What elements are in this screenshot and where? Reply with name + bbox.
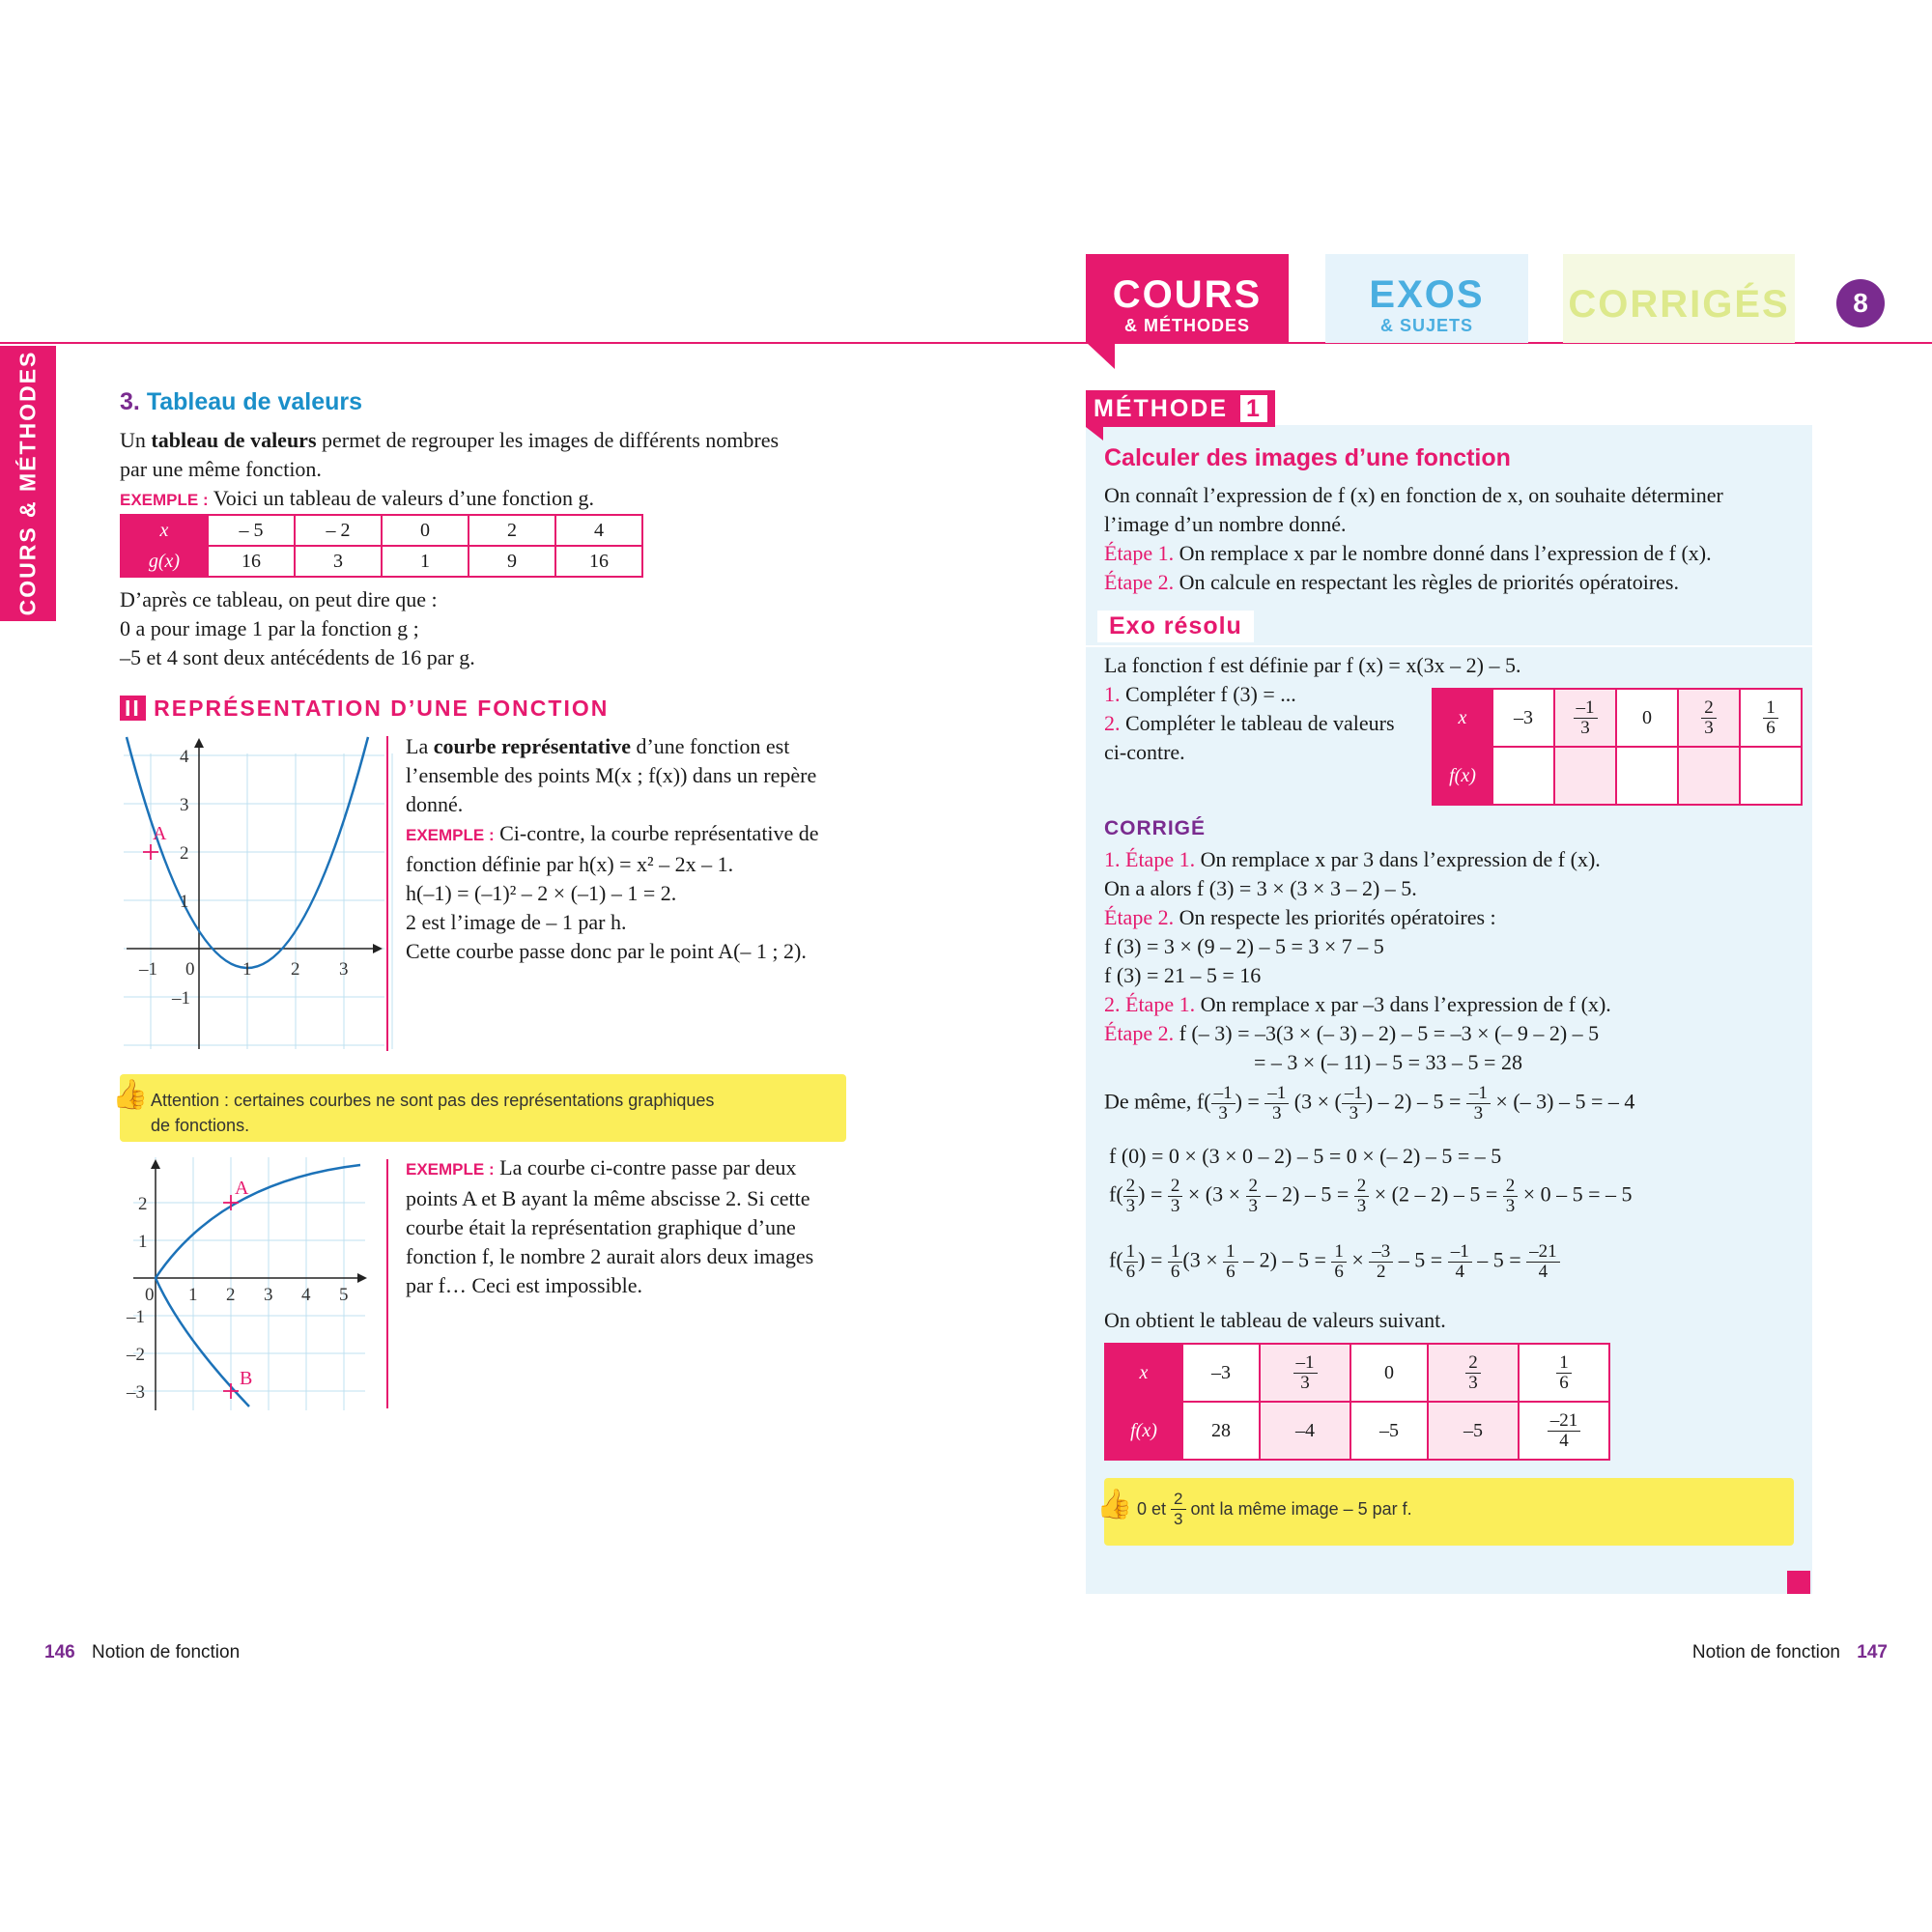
graph1-y-tick: 4 xyxy=(180,747,189,767)
table-r-cell: $\frac{-21}{4}$ xyxy=(1519,1402,1609,1460)
graph2-y-tick: –3 xyxy=(127,1382,145,1403)
intro-text-b: permet de regrouper les images de différents nombres xyxy=(316,428,780,452)
table-q-empty-cell xyxy=(1616,747,1678,805)
method-line: l’image d’un nombre donné. xyxy=(1104,512,1347,536)
method-description xyxy=(1104,481,1800,597)
conclusion-line: D’après ce tableau, on peut dire que : xyxy=(120,587,438,611)
methode-number: 1 xyxy=(1240,395,1267,422)
methode-badge-tail xyxy=(1086,427,1103,442)
table-r-x-head: x xyxy=(1105,1344,1182,1402)
table-g-cell: – 5 xyxy=(208,515,295,546)
section3-number: 3. xyxy=(120,388,140,415)
equation-f-zero: f (0) = 0 × (3 × 0 – 2) – 5 = 0 × (– 2) – 5 = – 5 xyxy=(1109,1144,1502,1168)
method-title: Calculer des images d’une fonction xyxy=(1104,444,1511,471)
table-g-cell: 2 xyxy=(469,515,555,546)
curve-definition xyxy=(406,732,846,966)
example3-label: EXEMPLE : xyxy=(406,1160,495,1179)
step2-label: Étape 2. xyxy=(1104,570,1175,594)
graph-parabola xyxy=(124,734,396,1053)
table-r-cell: –5 xyxy=(1428,1402,1519,1460)
corrige-line: On a alors f (3) = 3 × (3 × 3 – 2) – 5. xyxy=(1104,876,1417,900)
graph1-divider xyxy=(386,736,388,1051)
part2-heading xyxy=(120,696,609,722)
tab-cours-pointer xyxy=(1086,342,1115,371)
table-q-cell: 0 xyxy=(1616,689,1678,747)
side-tab xyxy=(0,346,56,621)
table-r-cell: $\frac{1}{6}$ xyxy=(1519,1344,1609,1402)
example2-line: fonction définie par h(x) = x² – 2x – 1. xyxy=(406,852,734,876)
equation-f-minus-third: De même, f( $\frac{-1}{3}$ ) = $\frac{-1}{3}$ (3 × ( $\frac{-1}{3}$ ) – 2) – 5 = $\frac{-1}{3}$ × (– 3) – 5 = – 4 xyxy=(1104,1083,1635,1123)
equation-f-sixth: f( $\frac{1}{6}$ ) = $\frac{1}{6}$ (3 × $\frac{1}{6}$ – 2) – 5 = $\frac{1}{6}$ × $\frac{-3}{2}$ – 5 = $\frac{-1}{4}$ – 5 = $\frac{-21}{4}$ xyxy=(1109,1242,1560,1282)
attention-note xyxy=(112,1074,846,1142)
example3-line: La courbe ci-contre passe par deux xyxy=(494,1155,797,1179)
end-marker xyxy=(1787,1571,1810,1594)
corrige-step-label: Étape 2. xyxy=(1104,1021,1175,1045)
intro-text-a: Un xyxy=(120,428,152,452)
graph2-y-tick: –2 xyxy=(127,1345,145,1365)
example3-line: fonction f, le nombre 2 aurait alors deux images xyxy=(406,1244,814,1268)
table-g-cell: 0 xyxy=(382,515,469,546)
exo-statement xyxy=(1104,651,1521,767)
part2-number: II xyxy=(120,696,146,721)
graph2-divider xyxy=(386,1159,388,1408)
attention-line: Attention : certaines courbes ne sont pas des représentations graphiques xyxy=(151,1091,715,1110)
table-g-gx-head: g(x) xyxy=(121,546,208,577)
attention-line: de fonctions. xyxy=(151,1116,250,1135)
note-text: ont la même image – 5 par f. xyxy=(1190,1499,1412,1519)
table-g xyxy=(120,514,643,578)
tab-corriges[interactable] xyxy=(1563,254,1795,343)
graph2-x-tick: 4 xyxy=(301,1285,311,1305)
corrige-line: f (– 3) = –3(3 × (– 3) – 2) – 5 = –3 × (– 9 – 2) – 5 xyxy=(1174,1021,1600,1045)
methode-label: MÉTHODE xyxy=(1094,395,1228,422)
corrige-step-label: 2. Étape 1. xyxy=(1104,992,1196,1016)
result-intro: On obtient le tableau de valeurs suivant. xyxy=(1104,1308,1446,1332)
table-g-cell: 9 xyxy=(469,546,555,577)
footer-left xyxy=(44,1642,240,1663)
table-g-cell: 3 xyxy=(295,546,382,577)
thumbs-up-icon: 👍 xyxy=(1096,1489,1133,1520)
corrige-line: On remplace x par –3 dans l’expression de f (x). xyxy=(1195,992,1611,1016)
tab-exos-sub: & SUJETS xyxy=(1379,316,1474,335)
point-a-label: A xyxy=(235,1178,249,1199)
question-text: ci-contre. xyxy=(1104,740,1185,764)
tab-exos[interactable] xyxy=(1325,254,1528,343)
tab-corriges-label: CORRIGÉS xyxy=(1568,283,1790,326)
question-text: Compléter le tableau de valeurs xyxy=(1120,711,1395,735)
example3-line: courbe était la représentation graphique d’une xyxy=(406,1215,796,1239)
table-question xyxy=(1432,688,1803,806)
table-r-fx-head: f(x) xyxy=(1105,1402,1182,1460)
graph2-x-tick: 3 xyxy=(264,1285,273,1305)
table-g-x-head: x xyxy=(121,515,208,546)
footer-title: Notion de fonction xyxy=(1691,1642,1841,1662)
question-number: 1. xyxy=(1104,682,1121,706)
table-q-cell: $\frac{2}{3}$ xyxy=(1678,689,1740,747)
table-q-empty-cell xyxy=(1678,747,1740,805)
point-a-label: A xyxy=(153,823,167,844)
curve-line: donné. xyxy=(406,792,464,816)
table-q-cell: –3 xyxy=(1492,689,1554,747)
example3-line: points A et B ayant la même abscisse 2. Si cette xyxy=(406,1186,810,1210)
step2-text: On calcule en respectant les règles de priorités opératoires. xyxy=(1174,570,1679,594)
point-b-label: B xyxy=(240,1368,253,1389)
graph1-x-tick: 1 xyxy=(242,959,252,980)
graph1-y-tick: 1 xyxy=(180,892,189,912)
graph1-y-tick: 3 xyxy=(180,795,189,815)
note-fraction-den: 3 xyxy=(1174,1510,1183,1528)
table-g-cell: – 2 xyxy=(295,515,382,546)
section3-title: Tableau de valeurs xyxy=(146,388,363,415)
corrige-step-label: 1. Étape 1. xyxy=(1104,847,1196,871)
example-label: EXEMPLE : xyxy=(120,491,209,509)
side-tab-label: COURS & MÉTHODES xyxy=(14,350,41,616)
exo-title: Exo résolu xyxy=(1097,611,1254,642)
graph1-y-tick: 2 xyxy=(180,843,189,864)
curve-text-a: La xyxy=(406,734,434,758)
tab-exos-label: EXOS xyxy=(1369,273,1485,316)
note-text: 0 et xyxy=(1137,1499,1167,1519)
table-q-cell: $\frac{1}{6}$ xyxy=(1740,689,1802,747)
corrige-steps xyxy=(1104,845,1809,1077)
part2-title: REPRÉSENTATION D’UNE FONCTION xyxy=(154,696,610,721)
graph2-x-tick: 1 xyxy=(188,1285,198,1305)
question-number: 2. xyxy=(1104,711,1121,735)
table-r-cell: $\frac{-1}{3}$ xyxy=(1260,1344,1350,1402)
example2-line: h(–1) = (–1)² – 2 × (–1) – 1 = 2. xyxy=(406,881,677,905)
example2-line: Cette courbe passe donc par le point A(– 1 ; 2). xyxy=(406,939,807,963)
example2-label: EXEMPLE : xyxy=(406,826,495,844)
table-r-cell: –3 xyxy=(1182,1344,1260,1402)
exo-intro: La fonction f est définie par f (x) = x(3x – 2) – 5. xyxy=(1104,653,1521,677)
table-conclusion xyxy=(120,585,475,672)
graph2-y-tick: –1 xyxy=(127,1307,145,1327)
table-g-cell: 16 xyxy=(555,546,642,577)
example2-line: 2 est l’image de – 1 par h. xyxy=(406,910,627,934)
exo-divider xyxy=(1086,645,1812,647)
intro-text-c: par une même fonction. xyxy=(120,457,322,481)
graph2-x-tick: 2 xyxy=(226,1285,236,1305)
graph1-x-tick: 2 xyxy=(291,959,300,980)
table-result xyxy=(1104,1343,1610,1461)
corrige-line: f (3) = 3 × (9 – 2) – 5 = 3 × 7 – 5 xyxy=(1104,934,1384,958)
curve-line: l’ensemble des points M(x ; f(x)) dans un repère xyxy=(406,763,817,787)
equation-f-two-thirds: f( $\frac{2}{3}$ ) = $\frac{2}{3}$ × (3 × $\frac{2}{3}$ – 2) – 5 = $\frac{2}{3}$ × (2 – 2) – 5 = $\frac{2}{3}$ × 0 – 5 = – 5 xyxy=(1109,1176,1633,1216)
chapter-number-badge: 8 xyxy=(1836,279,1885,327)
section3-heading xyxy=(120,388,362,416)
table-g-cell: 4 xyxy=(555,515,642,546)
graph1-x-tick: –1 xyxy=(139,959,157,980)
conclusion-line: –5 et 4 sont deux antécédents de 16 par g. xyxy=(120,645,475,669)
table-q-empty-cell xyxy=(1554,747,1616,805)
table-q-x-head: x xyxy=(1433,689,1492,747)
corrige-line: f (3) = 21 – 5 = 16 xyxy=(1104,963,1262,987)
note-fraction-num: 2 xyxy=(1171,1490,1185,1510)
table-q-fx-head: f(x) xyxy=(1433,747,1492,805)
table-r-cell: –4 xyxy=(1260,1402,1350,1460)
thumbs-up-icon: 👍 xyxy=(112,1079,149,1111)
page-number: 146 xyxy=(44,1642,75,1662)
tab-cours[interactable] xyxy=(1086,254,1289,343)
graph2-x-tick: 5 xyxy=(339,1285,349,1305)
method-line: On connaît l’expression de f (x) en fonction de x, on souhaite déterminer xyxy=(1104,483,1723,507)
table-r-cell: 28 xyxy=(1182,1402,1260,1460)
example2-line: Ci-contre, la courbe représentative de xyxy=(494,821,819,845)
graph1-y-tick: –1 xyxy=(172,988,190,1009)
table-r-cell: 0 xyxy=(1350,1344,1428,1402)
table-r-cell: $\frac{2}{3}$ xyxy=(1428,1344,1519,1402)
footer-title: Notion de fonction xyxy=(91,1642,241,1662)
methode-badge xyxy=(1086,390,1275,427)
corrige-line: De même, xyxy=(1104,1089,1192,1114)
corrige-line: On remplace x par 3 dans l’expression de f (x). xyxy=(1195,847,1601,871)
graph1-x-tick: 3 xyxy=(339,959,349,980)
tab-cours-sub: & MÉTHODES xyxy=(1123,316,1250,335)
section3-intro xyxy=(120,426,854,515)
example3-text xyxy=(406,1153,846,1300)
table-q-empty-cell xyxy=(1740,747,1802,805)
corrige-step-label: Étape 2. xyxy=(1104,905,1175,929)
question-text: Compléter f (3) = ... xyxy=(1120,682,1296,706)
intro-bold: tableau de valeurs xyxy=(151,428,317,452)
corrige-label: CORRIGÉ xyxy=(1104,817,1207,839)
table-g-cell: 16 xyxy=(208,546,295,577)
table-q-cell: $\frac{-1}{3}$ xyxy=(1554,689,1616,747)
table-q-empty-cell xyxy=(1492,747,1554,805)
graph2-y-tick: 2 xyxy=(138,1194,148,1214)
tab-cours-label: COURS xyxy=(1112,273,1263,316)
curve-text-b: d’une fonction est xyxy=(630,734,790,758)
table-g-cell: 1 xyxy=(382,546,469,577)
corrige-line: = – 3 × (– 11) – 5 = 33 – 5 = 28 xyxy=(1254,1050,1522,1074)
example3-line: par f… Ceci est impossible. xyxy=(406,1273,643,1297)
page-number: 147 xyxy=(1857,1642,1888,1662)
graph2-y-tick: 1 xyxy=(138,1232,148,1252)
step1-text: On remplace x par le nombre donné dans l’expression de f (x). xyxy=(1174,541,1712,565)
example-text: Voici un tableau de valeurs d’une fonction g. xyxy=(208,486,594,510)
table-r-cell: –5 xyxy=(1350,1402,1428,1460)
graph2-x-tick: 0 xyxy=(145,1285,155,1305)
result-note xyxy=(1096,1478,1794,1546)
corrige-line: On respecte les priorités opératoires : xyxy=(1174,905,1496,929)
step1-label: Étape 1. xyxy=(1104,541,1175,565)
graph1-x-tick: 0 xyxy=(185,959,195,980)
curve-text-bold: courbe représentative xyxy=(433,734,631,758)
conclusion-line: 0 a pour image 1 par la fonction g ; xyxy=(120,616,419,640)
footer-right xyxy=(1692,1642,1888,1663)
graph-sideways-parabola xyxy=(124,1157,375,1410)
